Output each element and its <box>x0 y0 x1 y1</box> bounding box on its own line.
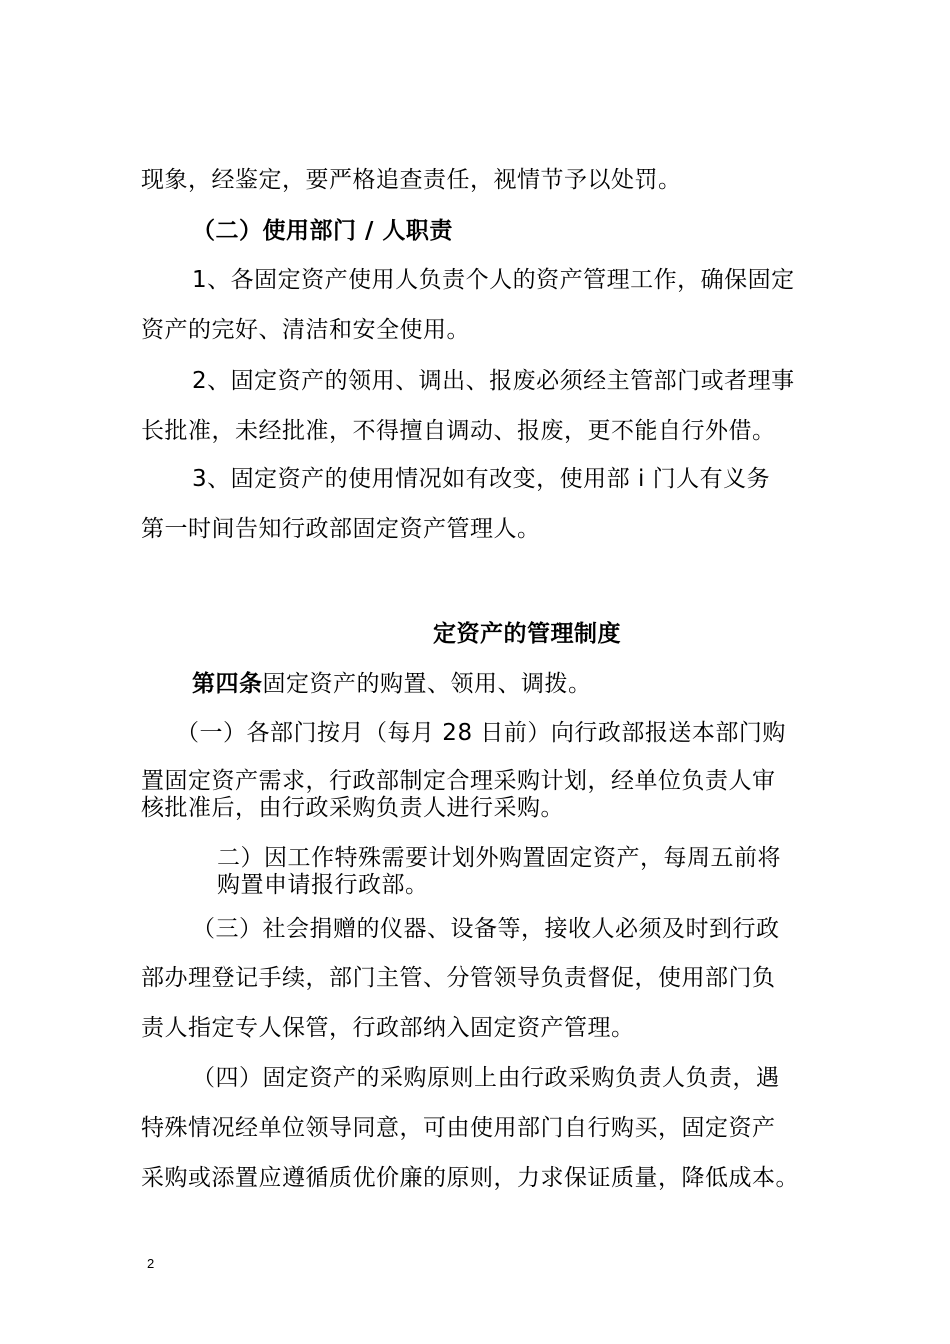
paragraph-line: 特殊情况经单位领导同意，可由使用部门自行购买，固定资产 <box>141 1115 776 1141</box>
paragraph-line: 1、各固定资产使用人负责个人的资产管理工作，确保固定 <box>192 267 795 293</box>
article-label: 第四条 <box>192 671 263 697</box>
paragraph-line: 购置申请报行政部。 <box>217 872 429 898</box>
paragraph-line: 2、固定资产的领用、调出、报废必须经主管部门或者理事 <box>192 368 795 394</box>
section-heading-usage-duties: （二）使用部门 / 人职责 <box>192 218 453 244</box>
paragraph-line: 采购或添置应遵循质优价廉的原则，力求保证质量，降低成本。 <box>141 1165 799 1191</box>
paragraph-line: 责人指定专人保管，行政部纳入固定资产管理。 <box>141 1015 635 1041</box>
paragraph-line: 资产的完好、清洁和安全使用。 <box>141 317 470 343</box>
article-text: 固定资产的购置、领用、调拨。 <box>262 671 592 697</box>
section-title: 定资产的管理制度 <box>433 621 621 647</box>
paragraph-line: 部办理登记手续，部门主管、分管领导负责督促，使用部门负 <box>141 965 776 991</box>
paragraph-line: （四）固定资产的采购原则上由行政采购负责人负责，遇 <box>192 1065 780 1091</box>
paragraph-line: 长批准，未经批准，不得擅自调动、报废，更不能自行外借。 <box>141 418 776 444</box>
paragraph-line: （三）社会捐赠的仪器、设备等，接收人必须及时到行政 <box>192 916 780 942</box>
page-number: 2 <box>147 1256 155 1271</box>
paragraph-line: 3、固定资产的使用情况如有改变，使用部 i 门人有义务 <box>192 466 771 492</box>
paragraph-line: 置固定资产需求，行政部制定合理采购计划，经单位负责人审 <box>141 768 776 794</box>
paragraph-line: 二）因工作特殊需要计划外购置固定资产，每周五前将 <box>217 845 781 871</box>
paragraph-line: （一）各部门按月（每月 28 日前）向行政部报送本部门购 <box>176 720 786 746</box>
paragraph-line: 第一时间告知行政部固定资产管理人。 <box>141 516 541 542</box>
paragraph-line: 核批准后，由行政采购负责人进行采购。 <box>141 795 564 821</box>
article-line <box>192 669 592 699</box>
paragraph-line: 现象，经鉴定，要严格追查责任，视情节予以处罚。 <box>141 167 682 193</box>
